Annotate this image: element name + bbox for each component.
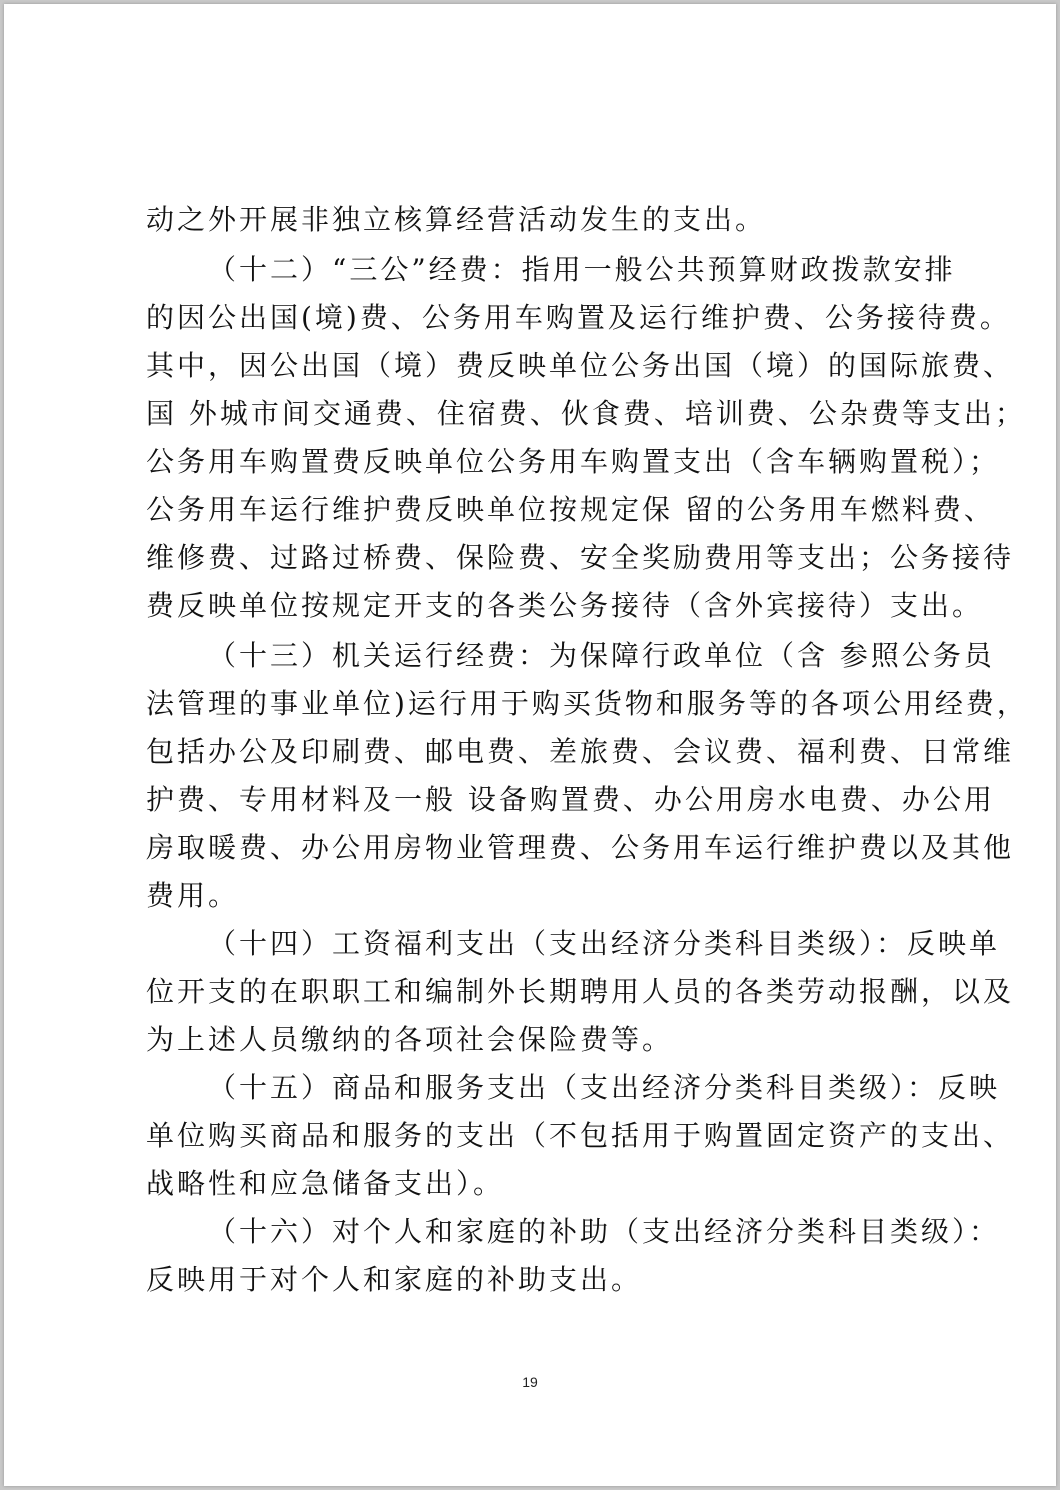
text-line: 国 外城市间交通费、住宿费、伙食费、培训费、公杂费等支出；: [146, 397, 1026, 430]
text-line: 费反映单位按规定开支的各类公务接待（含外宾接待）支出。: [146, 589, 984, 622]
text-line: 法管理的事业单位)运行用于购买货物和服务等的各项公用经费，: [146, 687, 1028, 720]
text-line: 费用。: [146, 879, 240, 912]
text-line: 为上述人员缴纳的各项社会保险费等。: [146, 1023, 674, 1056]
text-line: 包括办公及印刷费、邮电费、差旅费、会议费、福利费、日常维: [146, 735, 1015, 768]
page-number: 19: [522, 1374, 538, 1390]
section-16-heading-line: （十六）对个人和家庭的补助（支出经济分类科目类级）：: [208, 1215, 1001, 1248]
text-line: 公务用车运行维护费反映单位按规定保 留的公务用车燃料费、: [146, 493, 995, 526]
text-line: 其中，因公出国（境）费反映单位公务出国（境）的国际旅费、: [146, 349, 1015, 382]
text-line: 公务用车购置费反映单位公务用车购置支出（含车辆购置税）；: [146, 445, 1001, 478]
text-line: 护费、专用材料及一般 设备购置费、办公用房水电费、办公用: [146, 783, 995, 816]
text-line: 位开支的在职职工和编制外长期聘用人员的各类劳动报酬，以及: [146, 975, 1015, 1008]
section-14-heading-line: （十四）工资福利支出（支出经济分类科目类级）：反映单: [208, 927, 1001, 960]
text-line: 维修费、过路过桥费、保险费、安全奖励费用等支出；公务接待: [146, 541, 1015, 574]
section-15-heading-line: （十五）商品和服务支出（支出经济分类科目类级）：反映: [208, 1071, 1001, 1104]
text-line: 单位购买商品和服务的支出（不包括用于购置固定资产的支出、: [146, 1119, 1015, 1152]
text-line: 房取暖费、办公用房物业管理费、公务用车运行维护费以及其他: [146, 831, 1015, 864]
section-12-heading-line: （十二）“三公”经费：指用一般公共预算财政拨款安排: [208, 253, 956, 286]
text-line: 的因公出国(境)费、公务用车购置及运行维护费、公务接待费。: [146, 301, 1011, 334]
text-line: 动之外开展非独立核算经营活动发生的支出。: [146, 203, 767, 236]
section-13-heading-line: （十三）机关运行经费：为保障行政单位（含 参照公务员: [208, 639, 995, 672]
text-line: 反映用于对个人和家庭的补助支出。: [146, 1263, 643, 1296]
text-line: 战略性和应急储备支出）。: [146, 1167, 505, 1200]
